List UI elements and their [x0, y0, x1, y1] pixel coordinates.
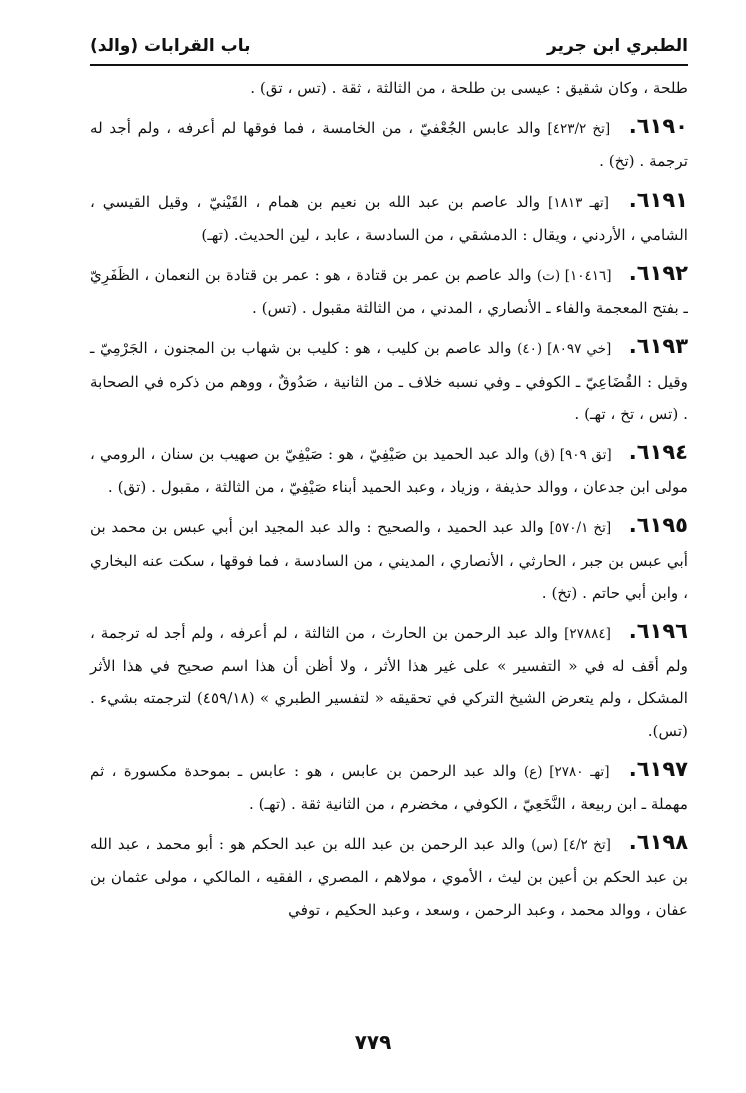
- entry-text: والد عاصم بن كليب ، هو : كليب بن شهاب بن المجنون ، الجَرْمِيّ ـ وقيل : القُضَاعِيّ ـ الكوفي ـ وفي نسبه خلاف ـ من الثانية ، صَدُوقٌ ، ووهم من ذكره في الصحابة . (تس ، تخ ، تهـ) .: [90, 339, 688, 423]
- entry-text: والد عبد الرحمن بن الحارث ، من الثالثة ، لم أعرفه ، ولم أجد له ترجمة ، ولم أقف له في « التفسير » على غير هذا الأثر ، ولا أظن أن هذا اسم صحيح في هذا الأثر المشكل ، ولم يتعرض الشيخ التركي في تحقيقه « لتفسير الطبري » (٤٥٩/١٨) لترجمته بشيء . (تس).: [90, 624, 689, 740]
- header-rule: [90, 64, 688, 66]
- entry-text: والد عبد الحميد بن صَيْفِيّ ، هو : صَيْفِيّ بن صهيب بن سنان ، الرومي ، مولى ابن جدعان ، ووالد حذيفة ، وزياد ، وعبد الحميد أبناء صَيْفِيّ ، من الثالثة ، مقبول . (تق) .: [90, 445, 688, 497]
- page-number: ٧٧٩: [354, 1030, 392, 1054]
- entry-text: والد عبد الرحمن بن عابس ، هو : عابس ـ بموحدة مكسورة ، ثم مهملة ـ ابن ربيعة ، النَّخَعِيّ ، الكوفي ، مخضرم ، من الثانية ثقة . (تهـ) .: [90, 761, 688, 814]
- entry-text: والد عبد الحميد ، والصحيح : والد عبد المجيد ابن أبي عبس بن محمد بن أبي عبس بن جبر ، الحارثي ، الأنصاري ، المديني ، من السادسة ، فما فوقها ، سكت عنه البخاري ، وابن أبي حاتم . (تخ) .: [90, 518, 688, 602]
- entry-6192: [90, 257, 688, 324]
- entry-6193: [90, 330, 688, 430]
- entry-text: والد عابس الجُعْفيّ ، من الخامسة ، فما فوقها لم أعرفه ، ولم أجد له ترجمة . (تخ) .: [90, 119, 688, 171]
- entry-number: ٦١٩٤.: [628, 440, 689, 465]
- entry-6197: [90, 753, 688, 820]
- entry-reference: [تخ ٤/٢] (س): [531, 837, 611, 854]
- entry-reference: [تهـ ٢٧٨٠] (ع): [523, 763, 610, 780]
- entry-6198: [90, 826, 688, 926]
- entry-reference: [خي ٨٠٩٧] (٤٠): [517, 341, 612, 358]
- entry-reference: [تخ ٤٢٣/٢]: [547, 121, 611, 138]
- entry-reference: [تق ٩٠٩] (ق): [534, 447, 612, 464]
- entry-number: ٦١٩٧.: [628, 756, 689, 781]
- entry-reference: [تخ ٥٧٠/١]: [549, 520, 612, 537]
- page-body: [90, 72, 688, 932]
- running-header: [90, 28, 688, 64]
- entry-text: والد عبد الرحمن بن عبد الله بن عبد الحكم هو : أبو محمد ، عبد الله بن عبد الحكم بن أعين بن ليث ، الأموي ، مولاهم ، المصري ، الفقيه ، المالكي ، مولى عثمان بن عفان ، ووالد محمد ، وعبد الرحمن ، وسعد ، وعبد الحكيم ، توفي: [90, 835, 688, 919]
- entry-reference: [١٠٤١٦] (ت): [536, 268, 612, 285]
- entry-text: والد عاصم بن عمر بن قتادة ، هو : عمر بن قتادة بن النعمان ، الظَفَرِيّ ـ بفتح المعجمة والفاء ـ الأنصاري ، المدني ، من الثالثة مقبول . (تس) .: [90, 266, 688, 318]
- chapter-title: باب القرابات (والد): [90, 36, 251, 56]
- intro-paragraph: طلحة ، وكان شقيق : عيسى بن طلحة ، من الثالثة ، ثقة . (تس ، تق) .: [250, 79, 688, 97]
- entry-number: ٦١٩٦.: [628, 619, 688, 644]
- entry-number: ٦١٩٠.: [628, 114, 689, 139]
- entry-6196: [90, 615, 688, 747]
- entry-number: ٦١٩١.: [628, 187, 689, 212]
- entry-6194: [90, 436, 688, 503]
- entry-number: ٦١٩٥.: [628, 513, 689, 538]
- entry-6190: [90, 110, 688, 177]
- entry-reference: [تهـ ١٨١٣]: [548, 194, 609, 211]
- book-title: الطبري ابن جرير: [547, 36, 688, 56]
- entry-number: ٦١٩٢.: [628, 261, 689, 286]
- entry-6191: [90, 184, 688, 251]
- entry-number: ٦١٩٣.: [628, 334, 689, 359]
- entry-text: والد عاصم بن عبد الله بن نعيم بن همام ، القَيْنيّ ، وقيل القيسي ، الشامي ، الأردني ، ويقال : الدمشقي ، من السادسة ، عابد ، لين الحديث. (تهـ): [90, 192, 688, 244]
- entry-6195: [90, 509, 688, 609]
- entry-reference: [٢٧٨٨٤]: [564, 626, 611, 643]
- entry-number: ٦١٩٨.: [628, 830, 689, 855]
